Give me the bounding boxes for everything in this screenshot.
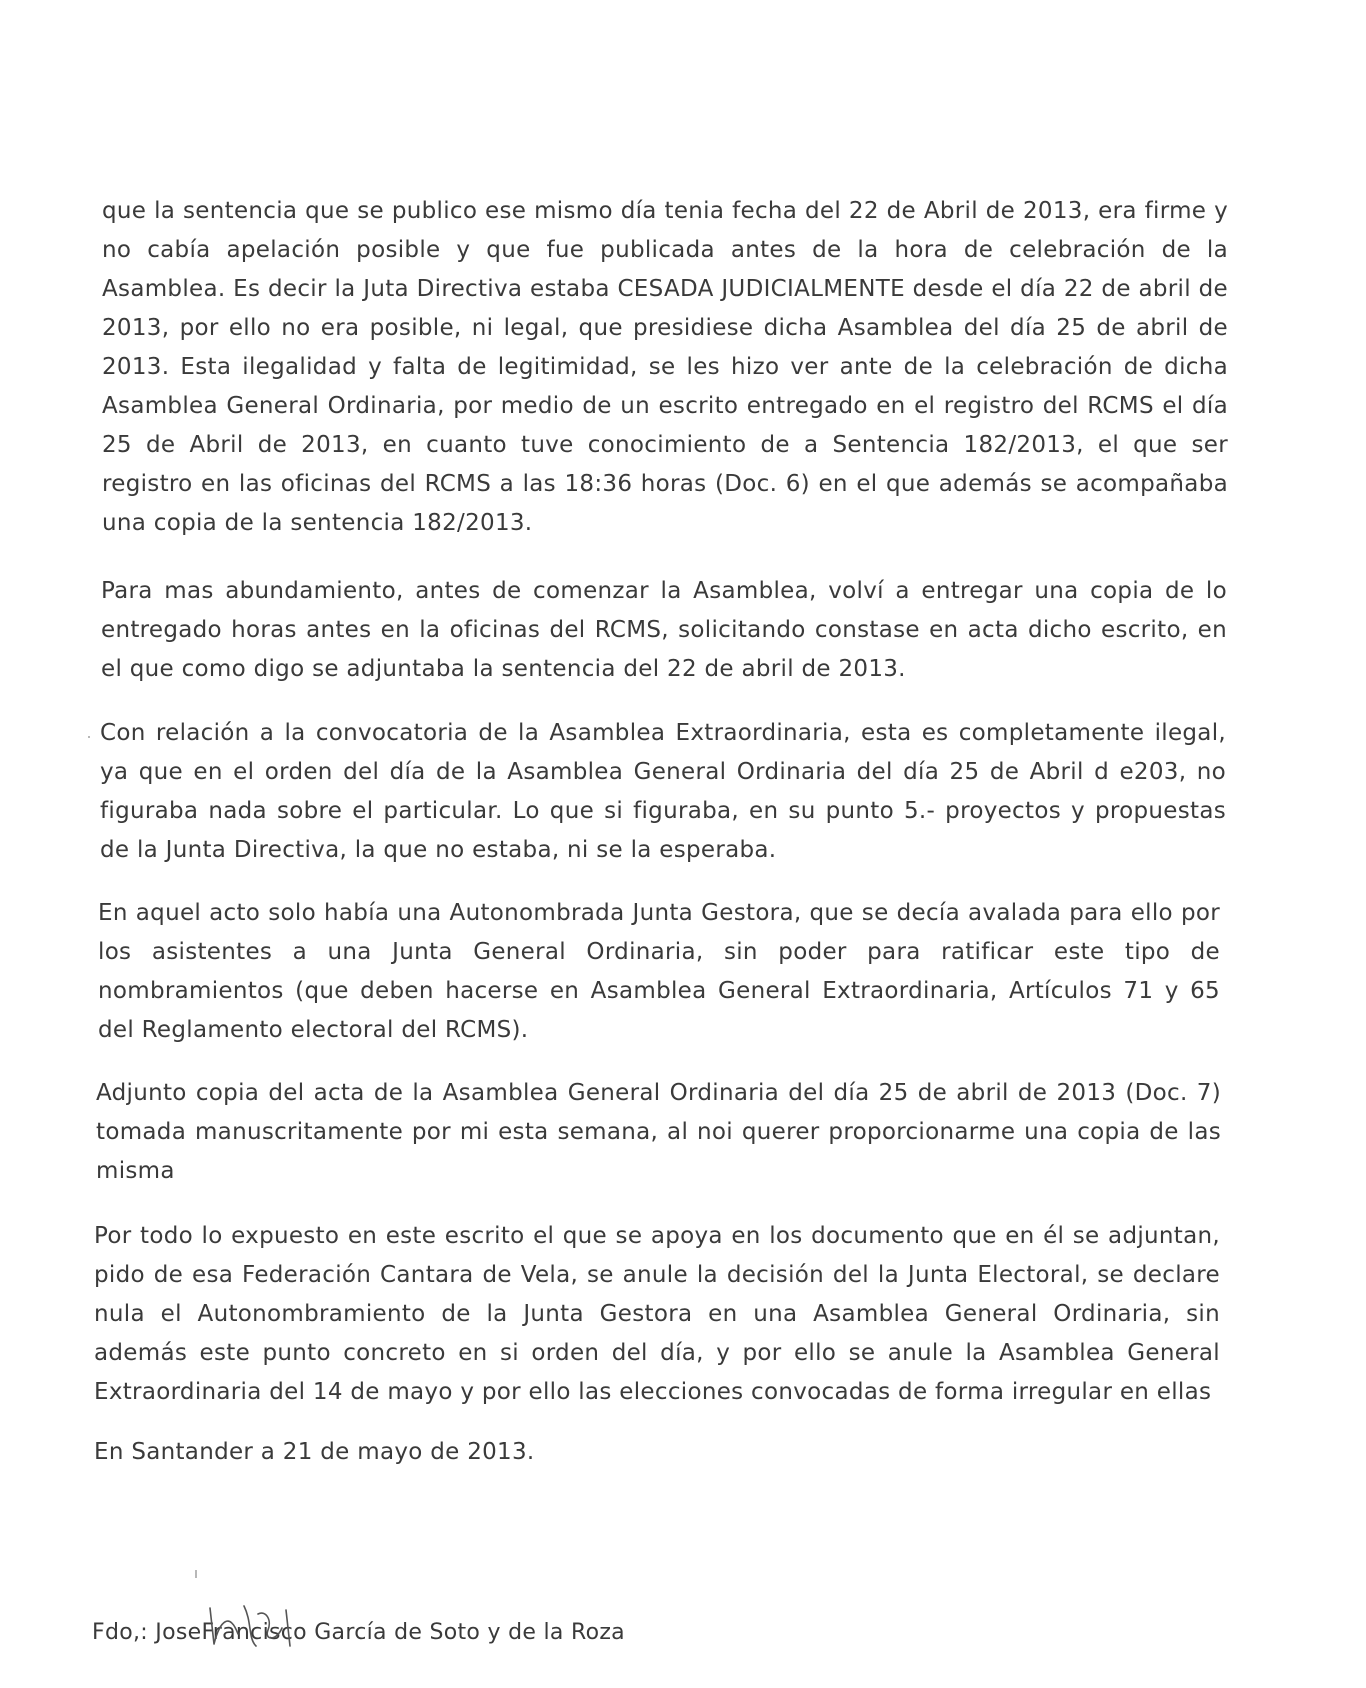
signature-prefix: Fdo,: Jose bbox=[92, 1620, 202, 1645]
paragraph-junta-gestora: En aquel acto solo había una Autonombrada Junta Gestora, que se decía avalada para ello por los asistentes a una Junta General Ordinaria, sin poder para ratificar este tipo de nombramientos (que deben hacerse en Asamblea General Extraordinaria, Artículos 71 y 65 del Reglamento electoral del RCMS). bbox=[98, 900, 1220, 1043]
paragraph-acta: Adjunto copia del acta de la Asamblea General Ordinaria del día 25 de abril de 2013 (Doc. 7) tomada manuscritamente por mi esta semana, al noi querer proporcionarme una copia de las misma bbox=[96, 1080, 1221, 1184]
paragraph-peticion: Por todo lo expuesto en este escrito el que se apoya en los documento que en él se adjuntan, pido de esa Federación Cantara de Vela, se anule la decisión del la Junta Electoral, se declare nula el Autonombramiento de la Junta Gestora en una Asamblea General Ordinaria, sin además este punto concreto en si orden del día, y por ello se anule la Asamblea General Extraordinaria del 14 de mayo y por ello las elecciones convocadas de forma irregular en ellas bbox=[94, 1223, 1220, 1405]
paragraph-abundamiento: Para mas abundamiento, antes de comenzar la Asamblea, volví a entregar una copia de lo entregado horas antes en la oficinas del RCMS, solicitando constase en acta dicho escrito, en el que como digo se adjuntaba la sentencia del 22 de abril de 2013. bbox=[101, 578, 1227, 682]
signature-given-name-partial: Fran bbox=[201, 1620, 251, 1645]
closing-date-line: En Santander a 21 de mayo de 2013. bbox=[94, 1439, 535, 1465]
signature-line bbox=[92, 1616, 625, 1650]
scan-speck bbox=[88, 736, 90, 738]
scan-speck bbox=[195, 1570, 197, 1578]
signature-given-name-rest: cisco bbox=[250, 1620, 307, 1645]
paragraph-convocatoria: Con relación a la convocatoria de la Asamblea Extraordinaria, esta es completamente ilegal, ya que en el orden del día de la Asamblea General Ordinaria del día 25 de Abril d e203, no figuraba nada sobre el particular. Lo que si figuraba, en su punto 5.- proyectos y propuestas de la Junta Directiva, la que no estaba, ni se la esperaba. bbox=[100, 720, 1226, 863]
paragraph-sentencia: que la sentencia que se publico ese mismo día tenia fecha del 22 de Abril de 2013, era firme y no cabía apelación posible y que fue publicada antes de la hora de celebración de la Asamblea. Es decir la Juta Directiva estaba CESADA JUDICIALMENTE desde el día 22 de abril de 2013, por ello no era posible, ni legal, que presidiese dicha Asamblea del día 25 de abril de 2013. Esta ilegalidad y falta de legitimidad, se les hizo ver ante de la celebración de dicha Asamblea General Ordinaria, por medio de un escrito entregado en el registro del RCMS el día 25 de Abril de 2013, en cuanto tuve conocimiento de a Sentencia 182/2013, el que ser registro en las oficinas del RCMS a las 18:36 horas (Doc. 6) en el que además se acompañaba una copia de la sentencia 182/2013. bbox=[102, 198, 1228, 536]
signature-surname: García de Soto y de la Roza bbox=[314, 1620, 625, 1645]
handwritten-signature-mark bbox=[200, 1600, 310, 1652]
